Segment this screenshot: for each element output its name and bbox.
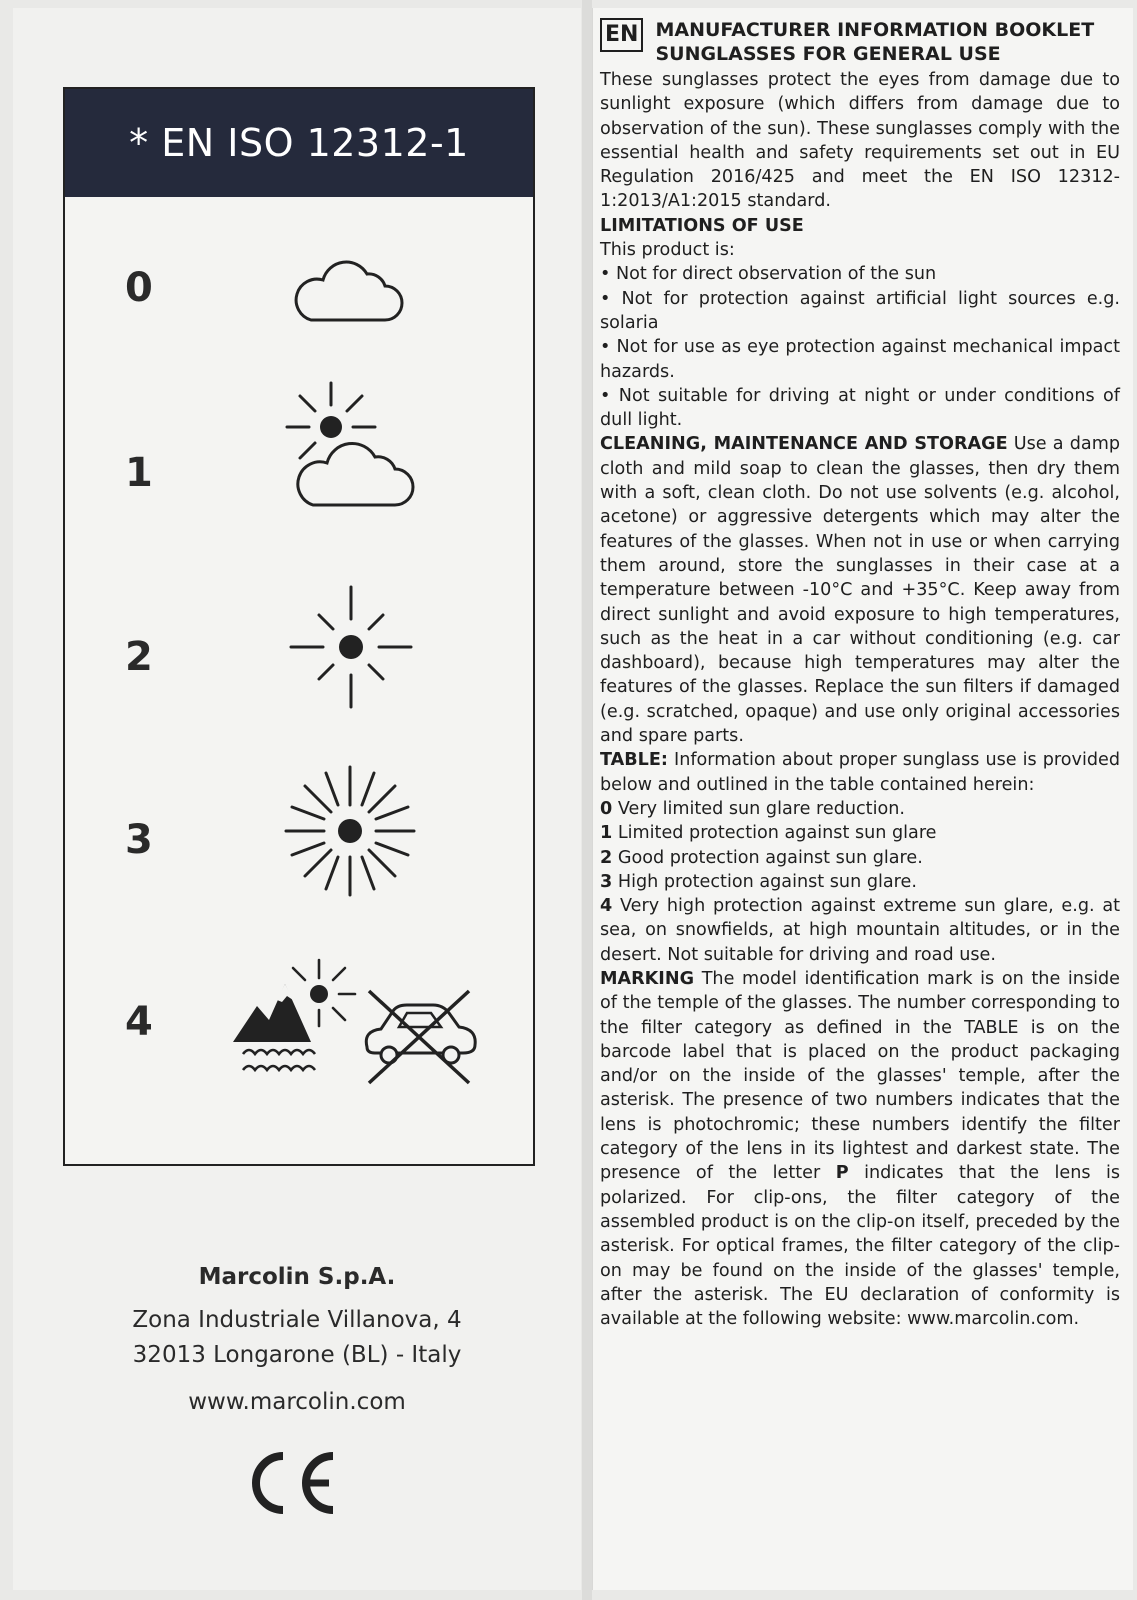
company-website: www.marcolin.com bbox=[188, 1389, 406, 1415]
category-4-number: 4 bbox=[125, 999, 153, 1045]
language-badge: EN bbox=[600, 18, 643, 52]
table-row-number: 3 bbox=[600, 871, 613, 892]
cleaning-heading: CLEANING, MAINTENANCE AND STORAGE bbox=[600, 434, 1008, 455]
marking-text-a: The model identification mark is on the inside of the temple of the glasses. The number corresponding to the filter category as defined in the TABLE is on the barcode label that is placed on the product packaging and/or on the inside of the glasses' temple, after the asterisk. The presence of two numbers indicates that the lens is photochromic; these numbers identify the filter category of the lens in its lightest and darkest state. The presence of the letter bbox=[600, 968, 1121, 1184]
iso-standard-header: * EN ISO 12312-1 bbox=[65, 89, 533, 197]
cleaning-text: Use a damp cloth and mild soap to clean the glasses, then dry them with a soft, clean cloth. Do not use solvents (e.g. alcohol, acetone) or aggressive detergents which may alter the features of the glasses. When not in use or when carrying them around, store the sunglasses in their case at a temperature between -10°C and +35°C. Keep away from direct sunlight and avoid exposure to high temperatures, such as the heat in a car without conditioning (e.g. car dashboard), because high temperatures may alter the features of the glasses. Replace the sun filters if damaged (e.g. scratched, opaque) and use only original accessories and spare parts. bbox=[600, 434, 1121, 747]
limitation-item: • Not for direct observation of the sun bbox=[600, 264, 937, 285]
category-1-number: 1 bbox=[125, 450, 153, 496]
ce-mark-icon bbox=[243, 1448, 339, 1518]
table-row bbox=[600, 797, 1120, 821]
bright-sun-icon bbox=[278, 759, 422, 903]
category-3-number: 3 bbox=[125, 817, 153, 863]
table-row-text: Very limited sun glare reduction. bbox=[617, 798, 905, 819]
sun-icon bbox=[283, 579, 419, 715]
category-0-number: 0 bbox=[125, 265, 153, 311]
limitation-item: • Not suitable for driving at night or under conditions of dull light. bbox=[600, 385, 1120, 431]
table-row-number: 1 bbox=[600, 823, 613, 844]
intro-paragraph: These sunglasses protect the eyes from damage due to sunlight exposure (which differs from damage due to observation of the sun). These sunglasses comply with the essential health and safety requirements set out in EU Regulation 2016/425 and meet the EN ISO 12312-1:2013/A1:2015 standard. bbox=[600, 70, 1120, 212]
table-row bbox=[600, 870, 1120, 894]
booklet-header bbox=[600, 18, 1120, 66]
limitations-heading: LIMITATIONS OF USE bbox=[600, 215, 804, 236]
marking-section bbox=[600, 967, 1120, 1331]
table-row-text: Good protection against sun glare. bbox=[617, 847, 923, 868]
filter-category-box bbox=[63, 87, 535, 1166]
table-row bbox=[600, 846, 1120, 870]
manufacturer-info-text bbox=[600, 18, 1120, 1331]
category-2-number: 2 bbox=[125, 634, 153, 680]
table-row bbox=[600, 821, 1120, 845]
limitation-item: • Not for protection against artificial light sources e.g. solaria bbox=[600, 288, 1120, 333]
limitations-intro: This product is: bbox=[600, 240, 735, 261]
table-row-text: Limited protection against sun glare bbox=[617, 823, 937, 844]
sun-behind-cloud-icon bbox=[277, 377, 417, 512]
company-name: Marcolin S.p.A. bbox=[198, 1264, 396, 1290]
limitation-item: • Not for use as eye protection against mechanical impact hazards. bbox=[600, 337, 1120, 382]
table-intro: Information about proper sunglass use is provided below and outlined in the table contained herein: bbox=[600, 750, 1120, 795]
cloud-icon bbox=[293, 244, 405, 324]
marking-heading: MARKING bbox=[600, 968, 695, 989]
booklet-title bbox=[655, 18, 1094, 66]
table-heading: TABLE: bbox=[600, 750, 668, 771]
title-line-2: SUNGLASSES FOR GENERAL USE bbox=[655, 43, 1001, 65]
table-row-text: Very high protection against extreme sun glare, e.g. at sea, on snowfields, at high mountain altitudes, or in the desert. Not suitable for driving and road use. bbox=[600, 896, 1120, 965]
mountains-sea-icon bbox=[227, 954, 357, 1084]
table-section bbox=[600, 748, 1120, 797]
table-row-number: 0 bbox=[600, 798, 613, 819]
table-row-number: 2 bbox=[600, 847, 613, 868]
cleaning-section bbox=[600, 432, 1120, 748]
marking-letter: P bbox=[835, 1163, 849, 1184]
marking-text-b: indicates that the lens is polarized. For clip-ons, the filter category of the assembled product is on the clip-on itself, preceded by the asterisk. For optical frames, the filter category of the clip-on may be found on the inside of the glasses' temple, after the asterisk. The EU declaration of conformity is available at the following website: www.marcolin.com. bbox=[600, 1163, 1121, 1330]
no-driving-icon bbox=[359, 987, 481, 1087]
table-row-number: 4 bbox=[600, 896, 613, 917]
table-row-text: High protection against sun glare. bbox=[617, 871, 917, 892]
title-line-1: MANUFACTURER INFORMATION BOOKLET bbox=[655, 19, 1095, 41]
address-line-1: Zona Industriale Villanova, 4 bbox=[132, 1307, 462, 1333]
page-fold bbox=[582, 0, 592, 1600]
table-row bbox=[600, 894, 1120, 967]
address-line-2: 32013 Longarone (BL) - Italy bbox=[132, 1342, 462, 1368]
